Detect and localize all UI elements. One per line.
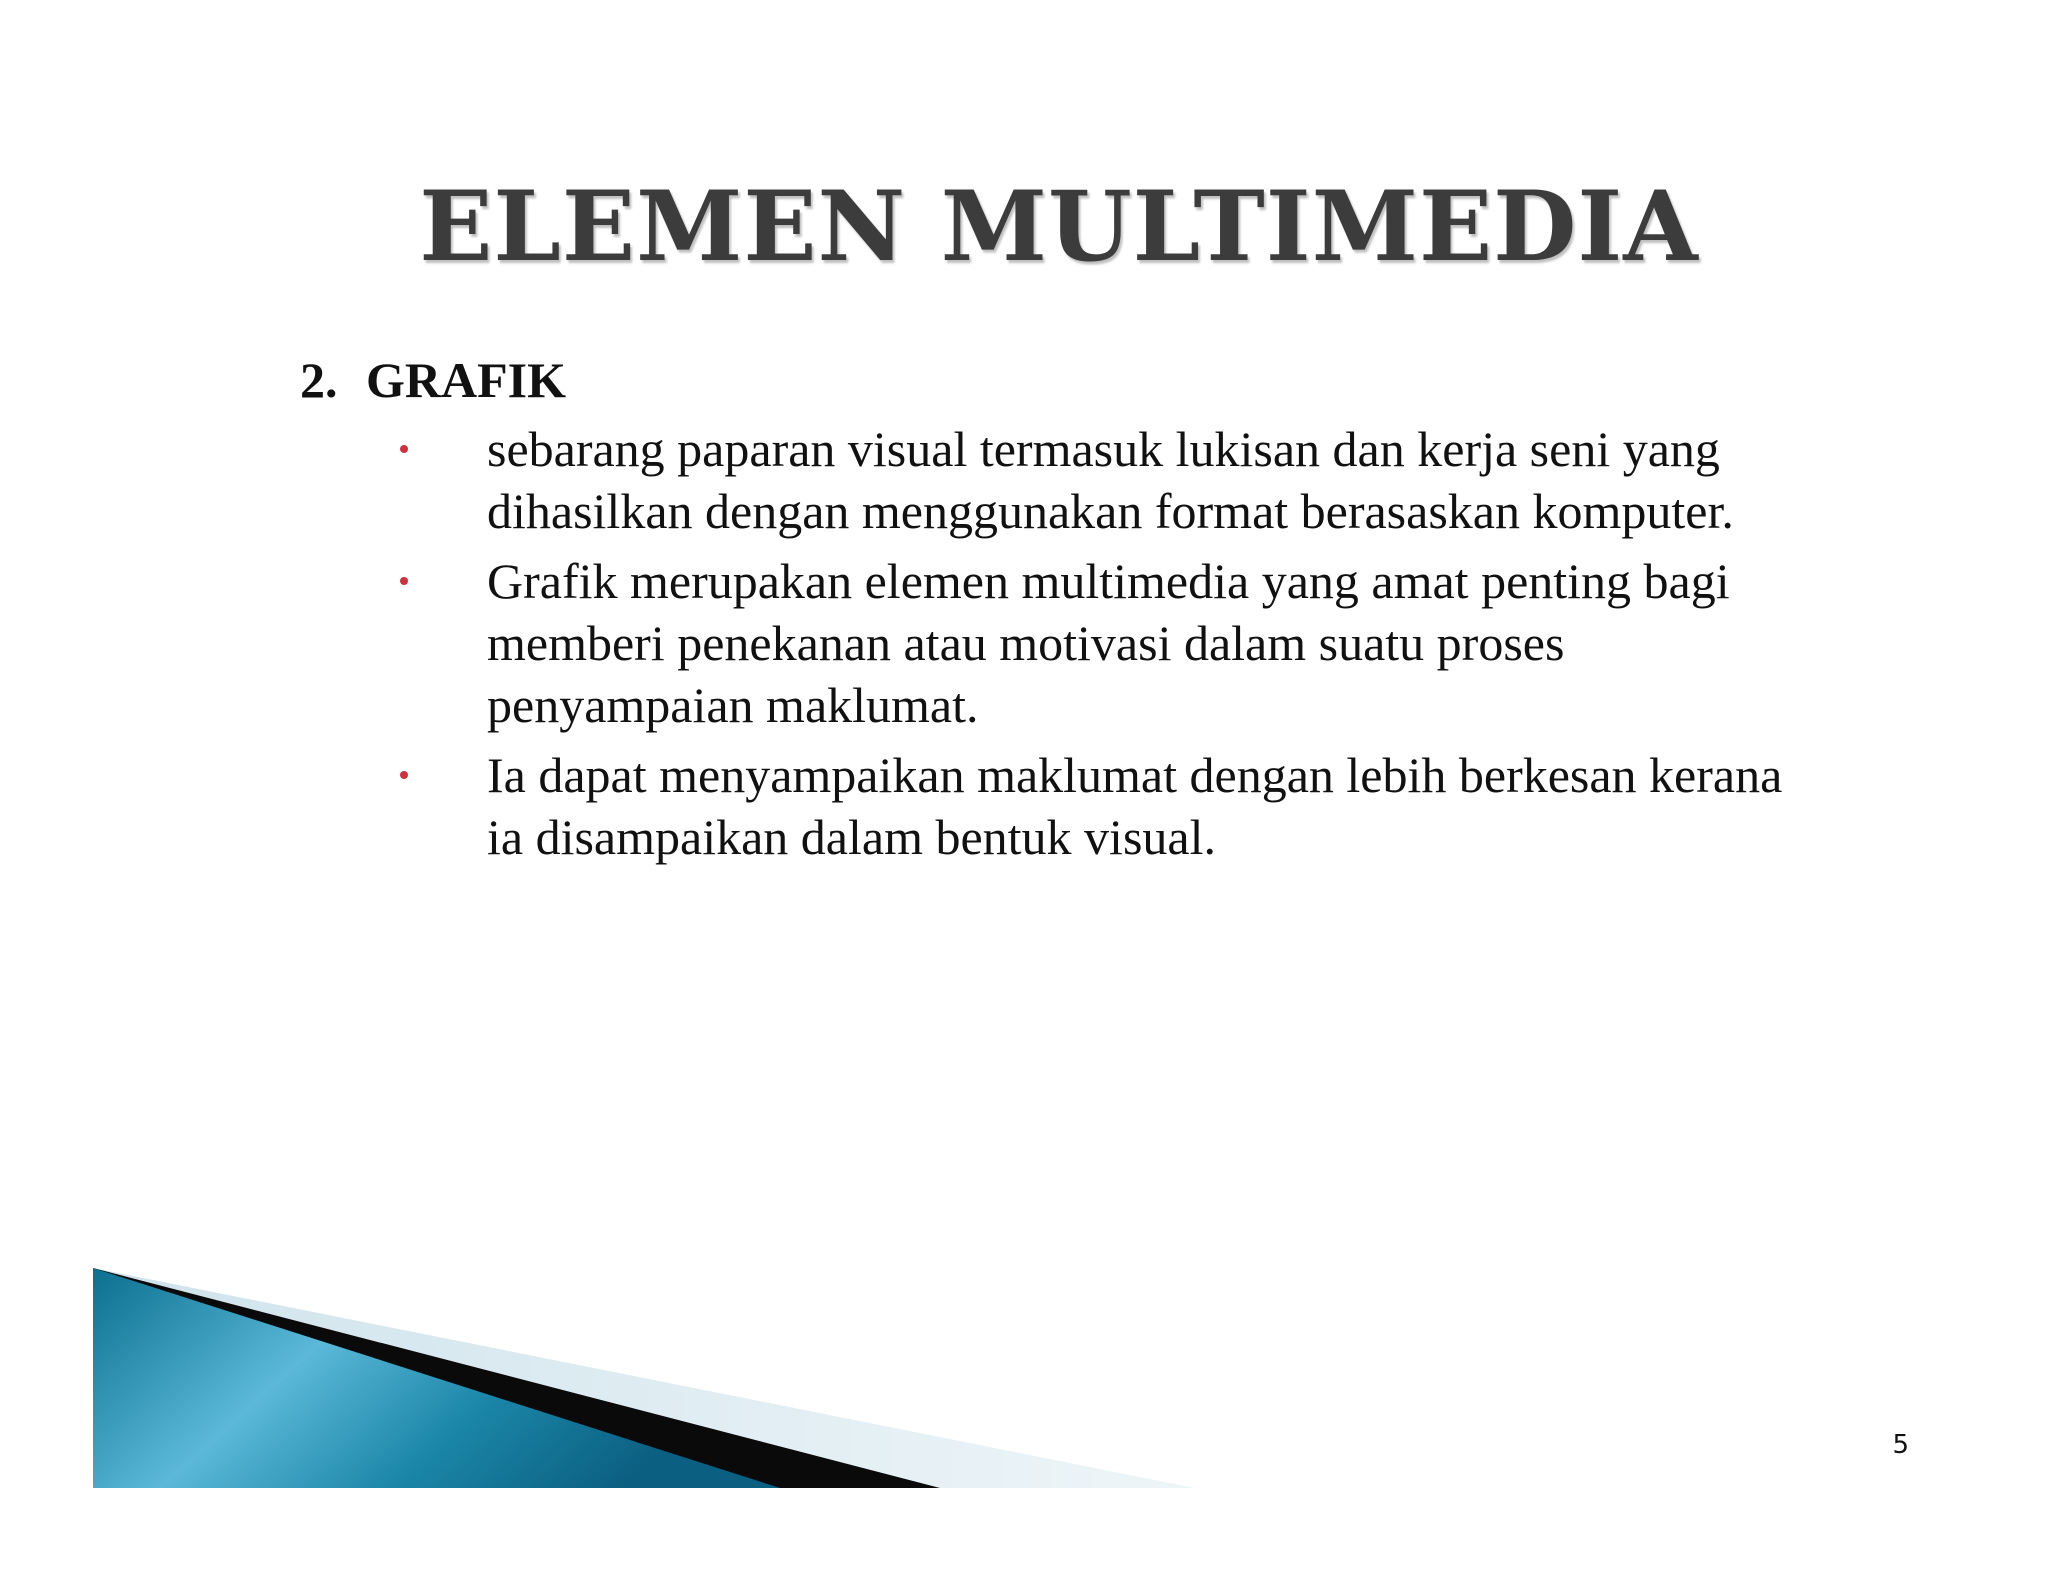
slide-content xyxy=(300,350,1820,876)
bullet-item xyxy=(300,550,1820,736)
section-heading-label: GRAFIK xyxy=(366,352,566,408)
bullet-dot-icon xyxy=(400,445,408,453)
bullet-text: Grafik merupakan elemen multimedia yang amat penting bagi memberi penekanan atau motivasi dalam suatu proses penyampaian maklumat. xyxy=(487,553,1730,733)
wedge-blue-band xyxy=(93,1268,780,1488)
page-number: 5 xyxy=(1892,1430,1909,1460)
section-number: 2. xyxy=(300,352,338,408)
section-heading xyxy=(300,350,1820,410)
slide-title: ELEMEN MULTIMEDIA xyxy=(419,170,1699,283)
bullet-item xyxy=(300,744,1820,868)
bullet-text: Ia dapat menyampaikan maklumat dengan lebih berkesan kerana ia disampaikan dalam bentuk visual. xyxy=(487,747,1783,865)
bullet-text: sebarang paparan visual termasuk lukisan dan kerja seni yang dihasilkan dengan menggunakan format berasaskan komputer. xyxy=(487,421,1734,539)
bullet-dot-icon xyxy=(400,577,408,585)
bullet-dot-icon xyxy=(400,771,408,779)
bullet-list xyxy=(300,418,1820,868)
bullet-item xyxy=(300,418,1820,542)
